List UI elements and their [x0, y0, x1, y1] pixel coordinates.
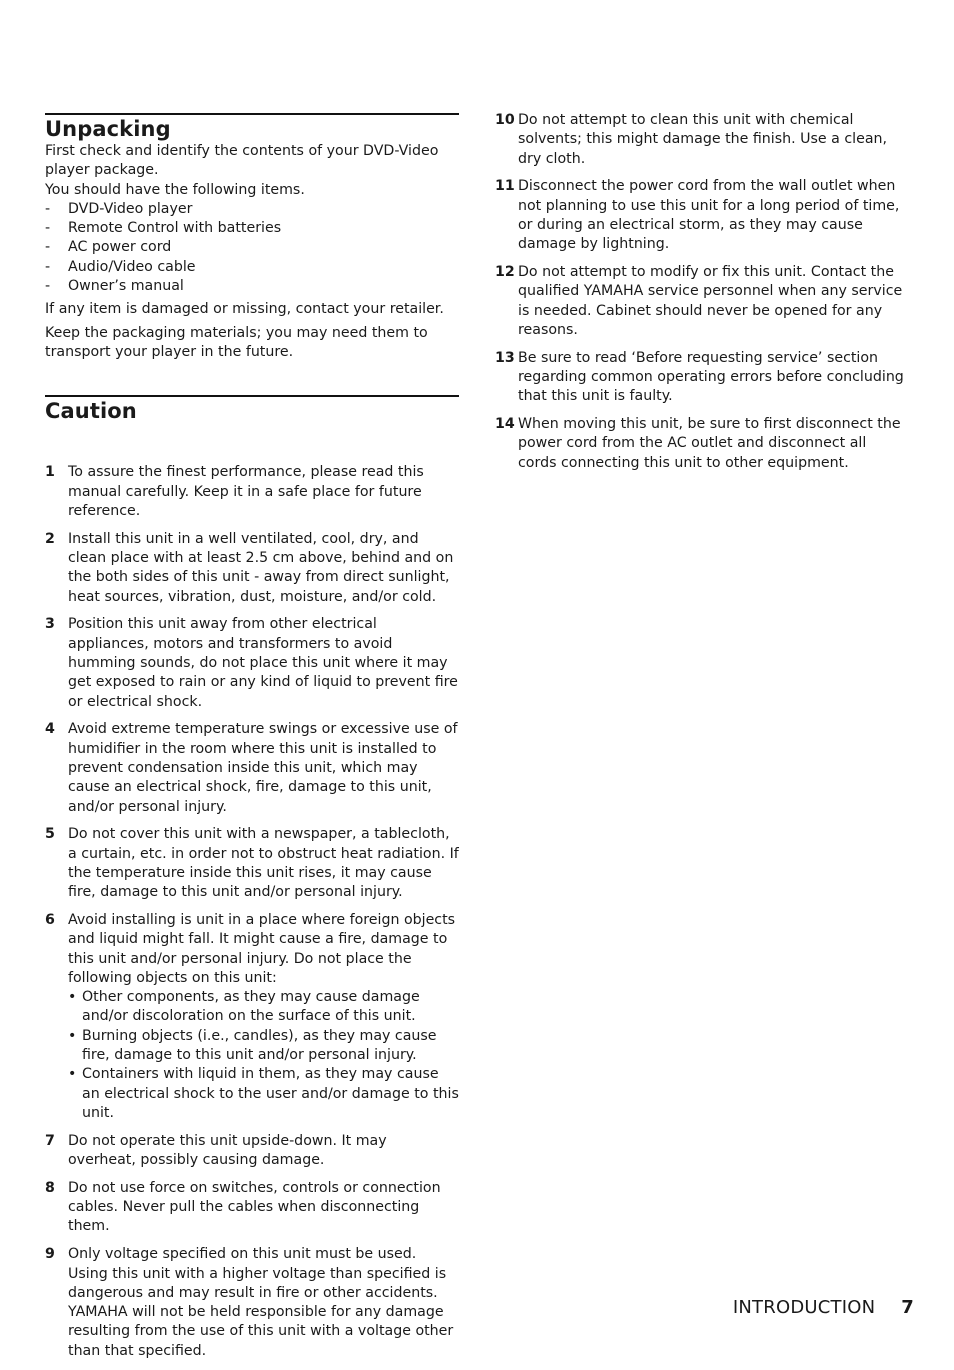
caution-item-1 [45, 463, 459, 521]
list-item-text: Remote Control with batteries [68, 220, 282, 237]
list-item-text: Owner’s manual [68, 278, 184, 295]
item-number: 14 [495, 416, 515, 433]
bullet-text: Containers with liquid in them, as they may cause an electrical shock to the user and/or damage to this unit. [82, 1066, 459, 1121]
list-item [45, 219, 459, 238]
dash-marker: - [45, 200, 51, 217]
item-text: Install this unit in a well ventilated, cool, dry, and clean place with at least 2.5 cm above, behind and on the both sides of this unit - away from direct sunlight, heat sources, vibration, dust, moisture, and/or cold. [68, 530, 454, 605]
caution-item-2 [45, 530, 459, 607]
item-number: 1 [45, 464, 55, 481]
unpacking-note-damaged: If any item is damaged or missing, contact your retailer. [45, 301, 444, 318]
bullet-text: Burning objects (i.e., candles), as they may cause fire, damage to this unit and/or personal injury. [82, 1027, 437, 1064]
caution-list-continued [495, 111, 909, 473]
item-number: 13 [495, 349, 515, 366]
list-item-text: AC power cord [68, 239, 172, 256]
caution-item-13 [495, 349, 909, 407]
list-item [45, 200, 459, 219]
caution-item-12 [495, 263, 909, 340]
caution-item-6-bullets [68, 988, 459, 1123]
item-number: 7 [45, 1132, 55, 1149]
unpacking-section [45, 113, 459, 142]
bullet-marker: • [68, 1066, 77, 1083]
bullet-item [68, 1027, 459, 1066]
item-number: 9 [45, 1246, 55, 1263]
item-number: 12 [495, 264, 515, 281]
item-text: Do not use force on switches, controls or connection cables. Never pull the cables when disconnecting them. [68, 1179, 441, 1235]
item-number: 6 [45, 912, 55, 928]
caution-item-9 [45, 1245, 459, 1361]
item-text: Do not cover this unit with a newspaper, a tablecloth, a curtain, etc. in order not to obstruct heat radiation. If the temperature inside this unit rises, it may cause fire, damage to this unit and/or personal injury. [68, 826, 459, 901]
item-text: Disconnect the power cord from the wall outlet when not planning to use this unit for a long period of time, or during an electrical storm, as they may cause damage by lightning. [518, 178, 900, 253]
unpacking-item-list [45, 200, 459, 296]
list-item-text: Audio/Video cable [68, 258, 196, 275]
item-text: Do not operate this unit upside-down. It may overheat, possibly causing damage. [68, 1132, 387, 1169]
list-item [45, 238, 459, 257]
dash-marker: - [45, 239, 51, 256]
dash-marker: - [45, 258, 51, 275]
item-text: When moving this unit, be sure to first disconnect the power cord from the AC outlet and disconnect all cords connecting this unit to other equipment. [518, 416, 901, 471]
bullet-marker: • [68, 1027, 77, 1044]
caution-item-5 [45, 825, 459, 902]
dash-marker: - [45, 278, 51, 295]
caution-item-14 [495, 415, 909, 473]
item-text: Only voltage specified on this unit must be used. Using this unit with a higher voltage than specified is dangerous and may result in fire or other accidents. YAMAHA will not be held responsible for any damage resulting from the use of this unit with a voltage other than that specified. [68, 1246, 454, 1359]
bullet-item [68, 1065, 459, 1123]
caution-item-10 [495, 111, 909, 169]
item-text: Do not attempt to modify or fix this unit. Contact the qualified YAMAHA service personnel when any service is needed. Cabinet should never be opened for any reasons. [518, 264, 903, 338]
item-text: Be sure to read ‘Before requesting service’ section regarding common operating errors before concluding that this unit is faulty. [518, 349, 904, 405]
caution-list [45, 463, 459, 1361]
item-text: To assure the finest performance, please read this manual carefully. Keep it in a safe place for future reference. [68, 464, 424, 519]
right-column [495, 111, 909, 473]
left-column [45, 113, 459, 1370]
item-number: 11 [495, 178, 515, 195]
unpacking-intro-items: You should have the following items. [45, 181, 305, 198]
caution-item-8 [45, 1179, 459, 1237]
bullet-item [68, 988, 459, 1027]
item-number: 4 [45, 721, 55, 738]
item-text: Avoid extreme temperature swings or excessive use of humidifier in the room where this unit is installed to prevent condensation inside this unit, which may cause an electrical shock, fire, damage to this unit, and/or personal injury. [68, 721, 458, 815]
footer-section-label: INTRODUCTION [732, 1297, 876, 1318]
item-number: 10 [495, 112, 515, 128]
list-item [45, 258, 459, 277]
item-number: 3 [45, 616, 55, 633]
caution-item-4 [45, 720, 459, 816]
bullet-text: Other components, as they may cause damage and/or discoloration on the surface of this unit. [82, 989, 420, 1025]
item-text: Avoid installing is unit in a place where foreign objects and liquid might fall. It might cause a fire, damage to this unit and/or personal injury. Do not place the following objects on this unit: [68, 912, 456, 986]
page-footer [733, 1296, 914, 1320]
caution-heading: Caution [45, 399, 137, 424]
caution-item-6 [45, 911, 459, 1123]
unpacking-note-packaging: Keep the packaging materials; you may need them to transport your player in the future. [45, 324, 428, 360]
caution-item-11 [495, 177, 909, 254]
page-number: 7 [901, 1297, 914, 1318]
bullet-marker: • [68, 989, 77, 1006]
item-number: 5 [45, 826, 55, 843]
item-text: Do not attempt to clean this unit with chemical solvents; this might damage the finish. Use a clean, dry cloth. [518, 112, 888, 167]
unpacking-heading: Unpacking [45, 117, 171, 141]
item-text: Position this unit away from other electrical appliances, motors and transformers to avoid humming sounds, do not place this unit where it may get exposed to rain or any kind of liquid to prevent fire or electrical shock. [68, 616, 458, 710]
caution-item-7 [45, 1132, 459, 1171]
list-item [45, 277, 459, 296]
caution-item-3 [45, 615, 459, 711]
dash-marker: - [45, 220, 51, 237]
caution-section [45, 395, 459, 424]
unpacking-intro: First check and identify the contents of your DVD-Video player package. [45, 143, 439, 179]
list-item-text: DVD-Video player [68, 200, 193, 217]
item-number: 2 [45, 530, 55, 547]
item-number: 8 [45, 1179, 55, 1196]
